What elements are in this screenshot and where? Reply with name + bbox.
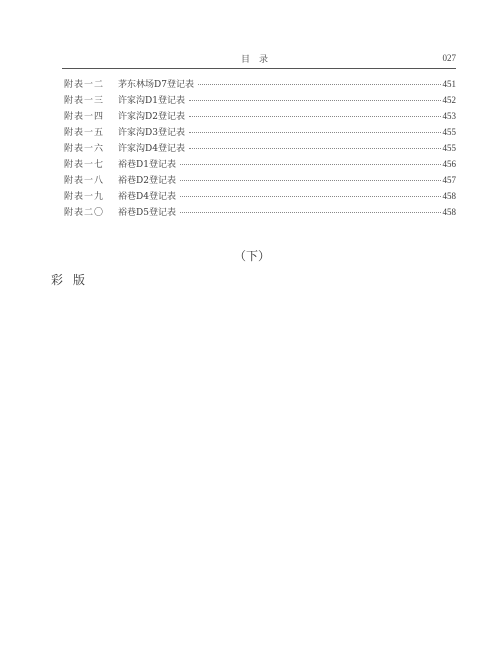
toc-entry-page: 457 <box>442 175 456 185</box>
toc-leader-dots <box>189 148 441 149</box>
toc-entry-title: 许家沟D3登记表 <box>118 128 185 138</box>
toc-entry-number: 附表一三 <box>64 96 105 106</box>
toc-entry[interactable] <box>64 125 456 141</box>
toc-entry-number: 附表一九 <box>64 192 105 202</box>
toc-entry-page: 456 <box>442 159 456 169</box>
toc-entry-title: 裕巷D2登记表 <box>118 176 176 186</box>
toc-entry-page: 455 <box>442 127 456 137</box>
toc-entry-title: 裕巷D5登记表 <box>118 208 176 218</box>
toc-entry-title: 许家沟D4登记表 <box>118 144 185 154</box>
toc-entry[interactable] <box>64 205 456 221</box>
toc-leader-dots <box>180 196 441 197</box>
toc-leader-dots <box>189 100 441 101</box>
toc-leader-dots <box>180 164 441 165</box>
toc-entry-number: 附表一五 <box>64 128 105 138</box>
toc-entry[interactable] <box>64 93 456 109</box>
toc-entry[interactable] <box>64 109 456 125</box>
toc-leader-dots <box>189 116 441 117</box>
toc-entry[interactable] <box>64 157 456 173</box>
toc-entry-title: 许家沟D1登记表 <box>118 96 185 106</box>
toc-entry-page: 453 <box>442 111 456 121</box>
running-header <box>62 52 456 69</box>
toc-leader-dots <box>198 84 441 85</box>
toc-entry-number: 附表一八 <box>64 176 105 186</box>
section-heading: 彩版 <box>51 273 96 287</box>
header-title: 目录 <box>240 55 277 65</box>
toc-entry-number: 附表二〇 <box>64 208 105 218</box>
toc-entry-number: 附表一四 <box>64 112 105 122</box>
header-page-number: 027 <box>442 53 456 63</box>
toc-entry-page: 458 <box>442 207 456 217</box>
toc-leader-dots <box>180 180 441 181</box>
toc-entry-page: 451 <box>442 79 456 89</box>
toc-entry-page: 455 <box>442 143 456 153</box>
toc-entry-page: 458 <box>442 191 456 201</box>
toc-entry[interactable] <box>64 77 456 93</box>
part-heading: （下） <box>233 249 270 263</box>
toc-entry-number: 附表一七 <box>64 160 105 170</box>
toc-entry-title: 许家沟D2登记表 <box>118 112 185 122</box>
toc-entry-title: 茅东林场D7登记表 <box>118 80 194 90</box>
toc-entry[interactable] <box>64 189 456 205</box>
toc-entry[interactable] <box>64 173 456 189</box>
toc-entry-title: 裕巷D1登记表 <box>118 160 176 170</box>
toc-leader-dots <box>189 132 441 133</box>
toc-entry-number: 附表一二 <box>64 80 105 90</box>
toc-entry-title: 裕巷D4登记表 <box>118 192 176 202</box>
toc-leader-dots <box>180 212 441 213</box>
toc-entry-number: 附表一六 <box>64 144 105 154</box>
table-of-contents <box>64 77 456 221</box>
toc-entry[interactable] <box>64 141 456 157</box>
toc-entry-page: 452 <box>442 95 456 105</box>
